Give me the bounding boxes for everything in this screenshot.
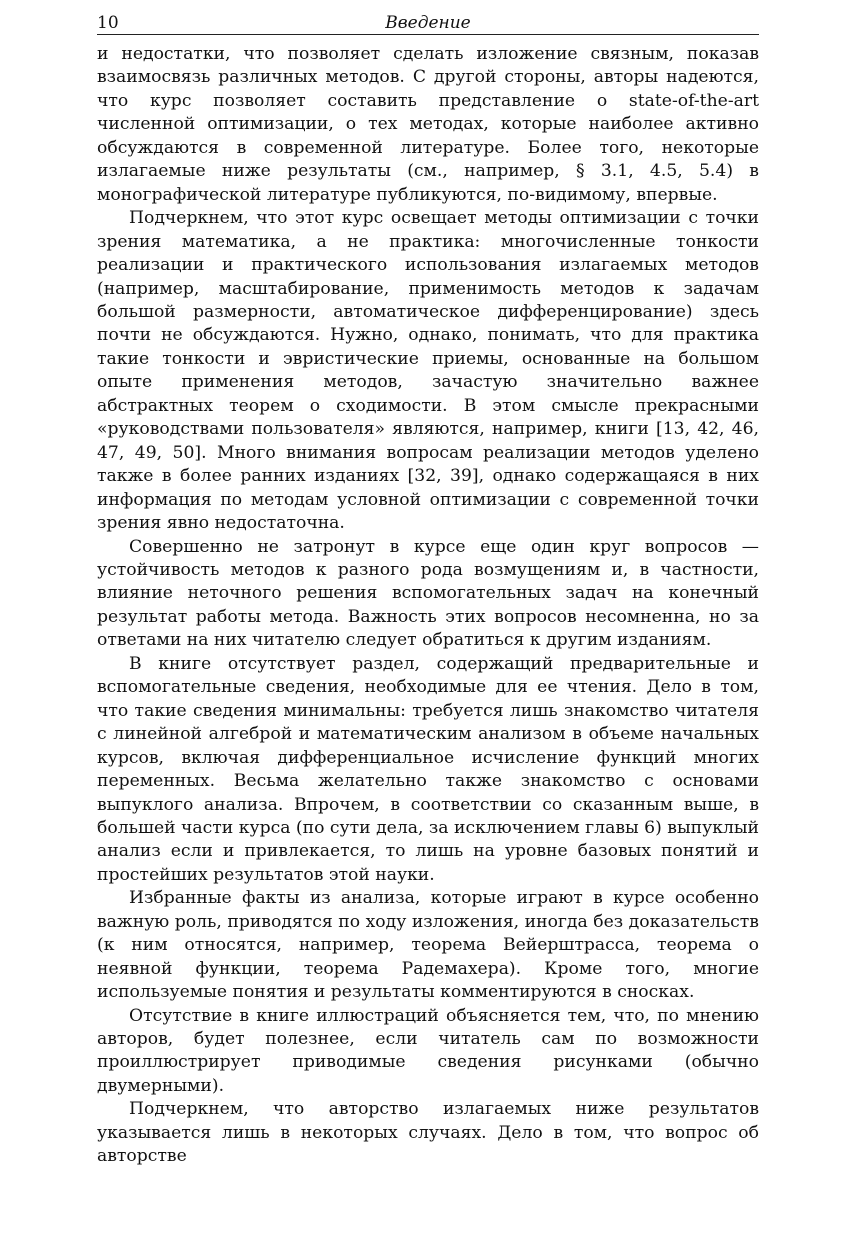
paragraph-1: и недостатки, что позволяет сделать изложение связным, показав взаимосвязь различных методов. С другой стороны, авторы надеются, что курс позволяет составить представление о state-of-the-art численной оптимизации, о тех методах, которые наиболее активно обсуждаются в современной литературе. Более того, некоторые излагаемые ниже результаты (см., например, § 3.1, 4.5, 5.4) в монографической литературе публикуются, по-видимому, впервые. (97, 44, 759, 205)
running-head (97, 12, 759, 35)
paragraph-6: Отсутствие в книге иллюстраций объясняется тем, что, по мнению авторов, будет полезнее, если читатель сам по возможности проиллюстрирует приводимые сведения рисунками (обычно двумерными). (97, 1005, 759, 1096)
section-title: Введение (385, 13, 471, 33)
paragraph-3: Совершенно не затронут в курсе еще один круг вопросов — устойчивость методов к разного рода возмущениям и, в частности, влияние неточного решения вспомогательных задач на конечный результат работы метода. Важность этих вопросов несомненна, но за ответами на них читателю следует обратиться к другим изданиям. (97, 536, 759, 651)
book-page (97, 12, 759, 1169)
paragraph-4: В книге отсутствует раздел, содержащий предварительные и вспомогательные сведения, необходимые для ее чтения. Дело в том, что такие сведения минимальны: требуется лишь знакомство читателя с линейной алгеброй и математическим анализом в объеме начальных курсов, включая дифференциальное исчисление функций многих переменных. Весьма желательно также знакомство с основами выпуклого анализа. Впрочем, в соответствии со сказанным выше, в большей части курса (по сути дела, за исключением главы 6) выпуклый анализ если и привлекается, то лишь на уровне базовых понятий и простейших результатов этой науки. (97, 653, 759, 885)
paragraph-7: Подчеркнем, что авторство излагаемых ниже результатов указывается лишь в некоторых случаях. Дело в том, что вопрос об авторстве (97, 1099, 759, 1167)
body-text (97, 43, 759, 1169)
page-number: 10 (97, 13, 119, 33)
paragraph-5: Избранные факты из анализа, которые играют в курсе особенно важную роль, приводятся по ходу изложения, иногда без доказательств (к ним относятся, например, теорема Вейерштрасса, теорема о неявной функции, теорема Радемахера). Кроме того, многие используемые понятия и результаты комментируются в сносках. (97, 888, 759, 1003)
paragraph-2: Подчеркнем, что этот курс освещает методы оптимизации с точки зрения математика, а не практика: многочисленные тонкости реализации и практического использования излагаемых методов (например, масштабирование, применимость методов к задачам большой размерности, автоматическое дифференцирование) здесь почти не обсуждаются. Нужно, однако, понимать, что для практика такие тонкости и эвристические приемы, основанные на большом опыте применения методов, зачастую значительно важнее абстрактных теорем о сходимости. В этом смысле прекрасными «руководствами пользователя» являются, например, книги [13, 42, 46, 47, 49, 50]. Много внимания вопросам реализации методов уделено также в более ранних изданиях [32, 39], однако содержащаяся в них информация по методам условной оптимизации с современной точки зрения явно недостаточна. (97, 208, 759, 534)
